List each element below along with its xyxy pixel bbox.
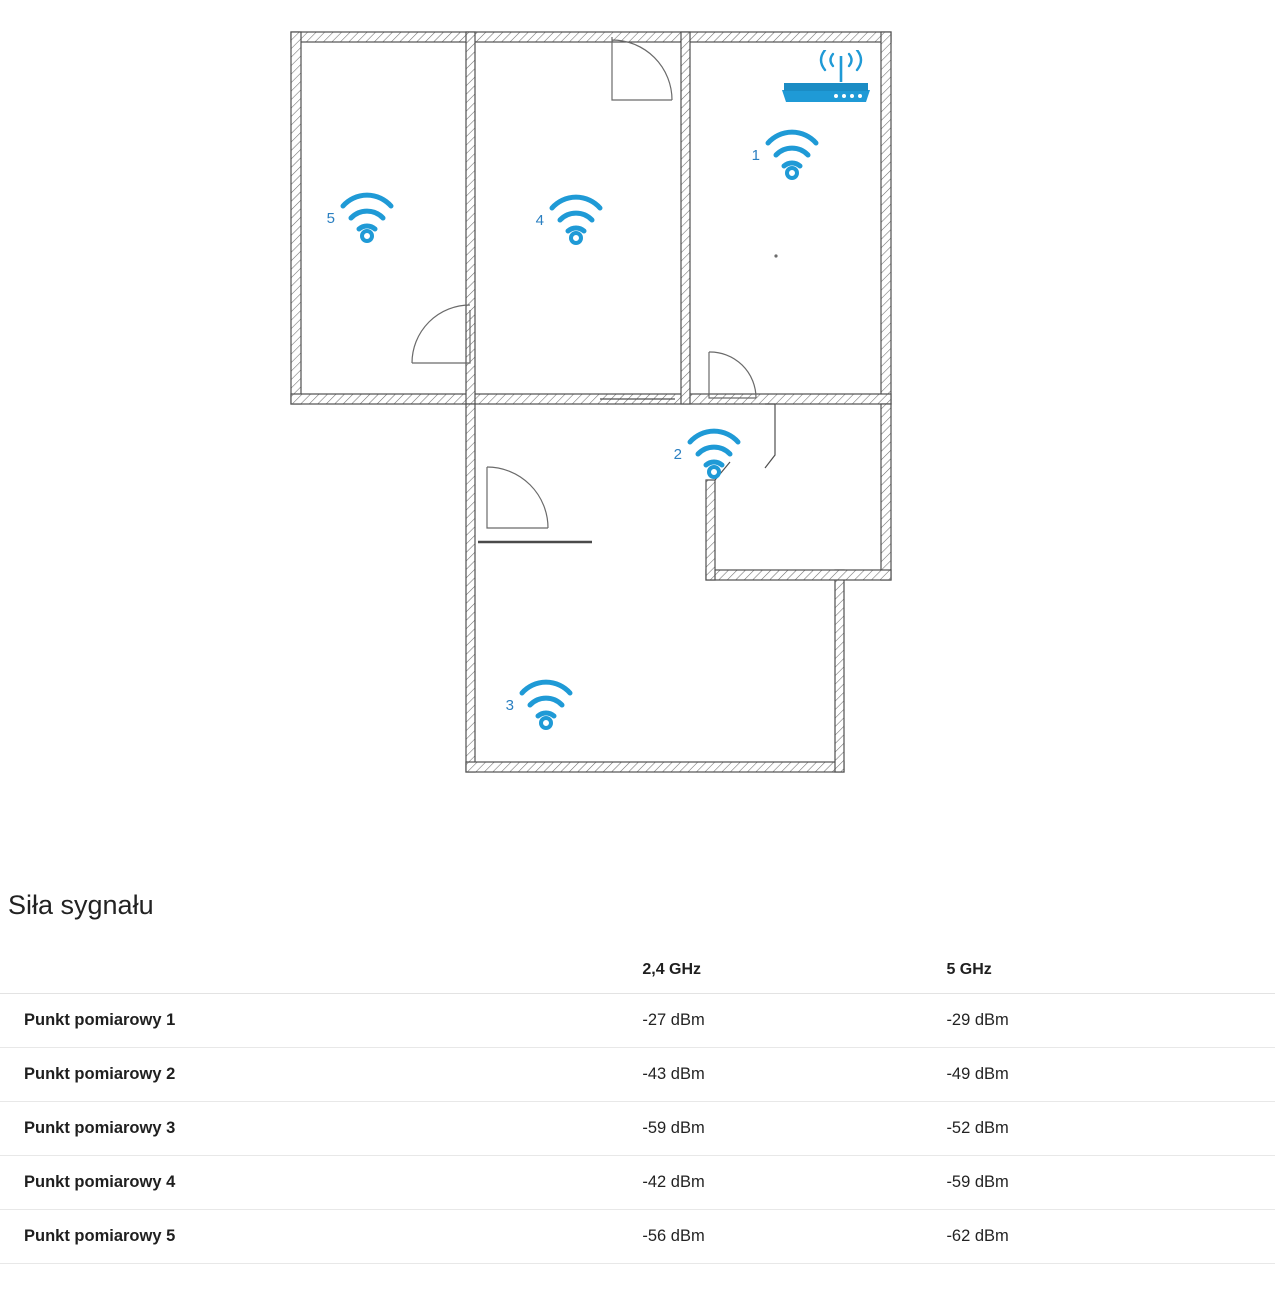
wifi-router-icon	[778, 50, 874, 112]
value-24ghz: -59 dBm	[642, 1102, 946, 1156]
table-row	[0, 1156, 1275, 1210]
value-24ghz: -56 dBm	[642, 1210, 946, 1264]
value-5ghz: -49 dBm	[946, 1048, 1275, 1102]
measurement-point-name: Punkt pomiarowy 3	[0, 1102, 642, 1156]
measurement-point-5[interactable]	[315, 188, 405, 248]
column-header-5ghz: 5 GHz	[946, 951, 1275, 994]
wifi-signal-icon	[762, 125, 822, 186]
measurement-point-label: 5	[326, 210, 335, 227]
table-row	[0, 1210, 1275, 1264]
value-5ghz: -59 dBm	[946, 1156, 1275, 1210]
measurement-point-label: 1	[751, 147, 760, 164]
column-header-point	[0, 951, 642, 994]
measurement-point-4[interactable]	[524, 190, 614, 250]
table-header-row	[0, 951, 1275, 994]
value-5ghz: -62 dBm	[946, 1210, 1275, 1264]
measurement-point-name: Punkt pomiarowy 1	[0, 994, 642, 1048]
value-24ghz: -27 dBm	[642, 994, 946, 1048]
measurement-point-label: 3	[505, 697, 514, 714]
signal-strength-table	[0, 951, 1275, 1264]
value-24ghz: -43 dBm	[642, 1048, 946, 1102]
signal-strength-section	[0, 890, 1280, 1264]
measurement-point-name: Punkt pomiarowy 4	[0, 1156, 642, 1210]
measurement-point-1[interactable]	[740, 125, 830, 185]
measurement-point-label: 2	[673, 446, 682, 463]
measurement-point-name: Punkt pomiarowy 5	[0, 1210, 642, 1264]
wifi-signal-icon	[546, 190, 606, 251]
measurement-point-name: Punkt pomiarowy 2	[0, 1048, 642, 1102]
wifi-signal-icon	[337, 188, 397, 249]
column-header-24ghz: 2,4 GHz	[642, 951, 946, 994]
wifi-signal-icon	[516, 675, 576, 736]
table-row	[0, 1102, 1275, 1156]
table-row	[0, 1048, 1275, 1102]
value-5ghz: -29 dBm	[946, 994, 1275, 1048]
table-row	[0, 994, 1275, 1048]
value-24ghz: -42 dBm	[642, 1156, 946, 1210]
measurement-point-3[interactable]	[494, 675, 584, 735]
wifi-signal-icon	[684, 424, 744, 485]
value-5ghz: -52 dBm	[946, 1102, 1275, 1156]
page-title: Siła sygnału	[8, 890, 154, 920]
measurement-point-label: 4	[535, 212, 544, 229]
measurement-point-2[interactable]	[662, 424, 752, 484]
